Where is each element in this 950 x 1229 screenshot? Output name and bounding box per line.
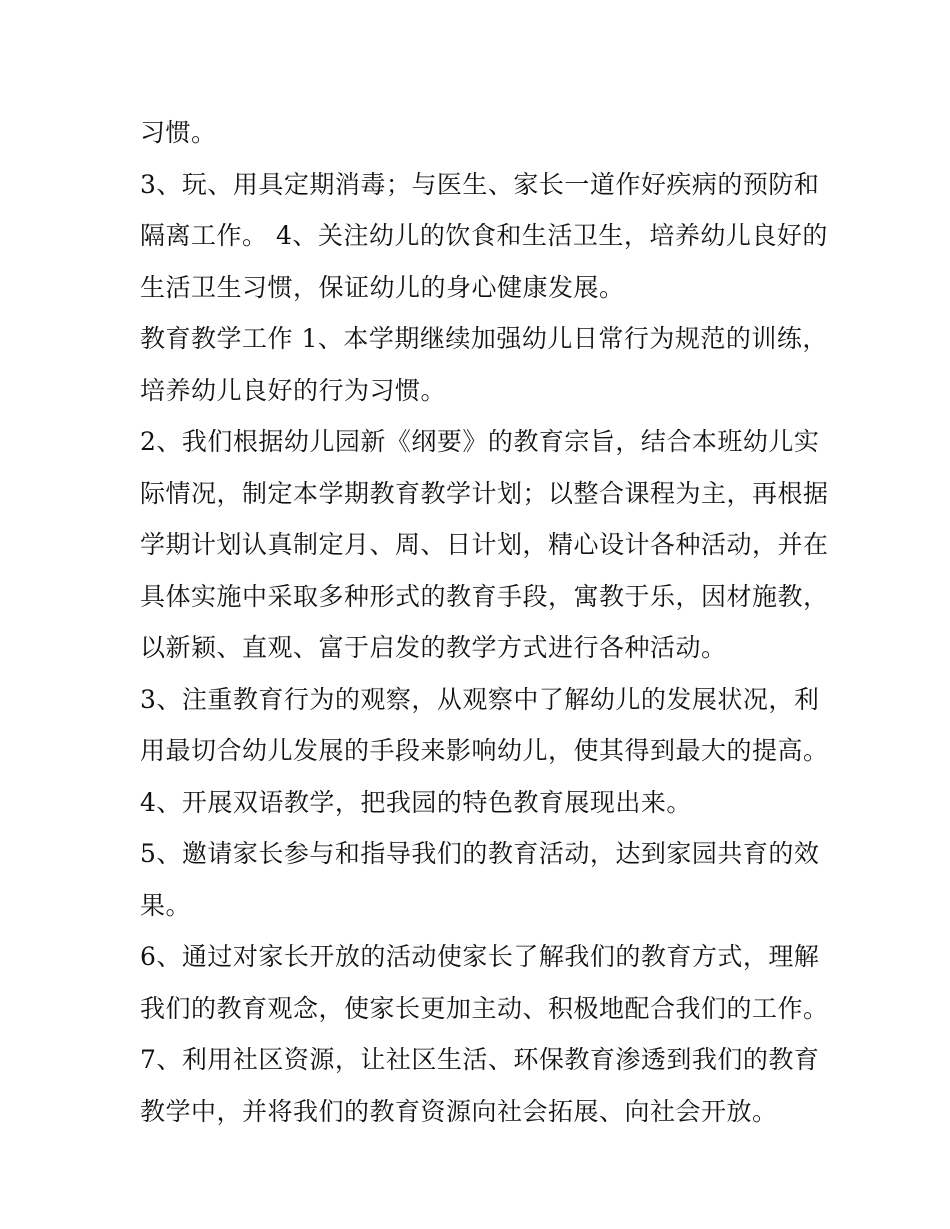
text-line: 果。 — [140, 890, 192, 920]
text-line: 6、通过对家长开放的活动使家长了解我们的教育方式，理解 — [140, 942, 820, 971]
text-line: 以新颖、直观、富于启发的教学方式进行各种活动。 — [140, 633, 727, 662]
text-line: 3、注重教育行为的观察，从观察中了解幼儿的发展状况，利 — [140, 684, 820, 714]
text-line: 习惯。 — [140, 118, 217, 147]
text-line: 具体实施中采取多种形式的教育手段，寓教于乐，因材施教， — [140, 581, 829, 611]
text-line: 学期计划认真制定月、周、日计划，精心设计各种活动，并在 — [140, 530, 829, 559]
text-line: 隔离工作。 4、关注幼儿的饮食和生活卫生，培养幼儿良好的 — [140, 221, 828, 250]
text-line: 际情况，制定本学期教育教学计划；以整合课程为主，再根据 — [140, 478, 829, 508]
document-body — [140, 107, 829, 1137]
text-line: 生活卫生习惯，保证幼儿的身心健康发展。 — [140, 272, 625, 302]
text-line: 5、邀请家长参与和指导我们的教育活动，达到家园共育的效 — [140, 839, 820, 868]
text-line: 4、开展双语教学，把我园的特色教育展现出来。 — [140, 787, 692, 817]
text-line: 2、我们根据幼儿园新《纲要》的教育宗旨，结合本班幼儿实 — [140, 427, 820, 456]
text-line: 我们的教育观念，使家长更加主动、积极地配合我们的工作。 — [140, 993, 829, 1023]
text-line: 教育教学工作 1、本学期继续加强幼儿日常行为规范的训练， — [140, 324, 828, 353]
text-line: 3、玩、用具定期消毒；与医生、家长一道作好疾病的预防和 — [140, 169, 820, 199]
text-line: 7、利用社区资源，让社区生活、环保教育渗透到我们的教育 — [140, 1045, 820, 1074]
text-line: 教学中，并将我们的教育资源向社会拓展、向社会开放。 — [140, 1096, 778, 1126]
text-line: 培养幼儿良好的行为习惯。 — [140, 375, 447, 405]
text-line: 用最切合幼儿发展的手段来影响幼儿，使其得到最大的提高。 — [140, 736, 829, 765]
